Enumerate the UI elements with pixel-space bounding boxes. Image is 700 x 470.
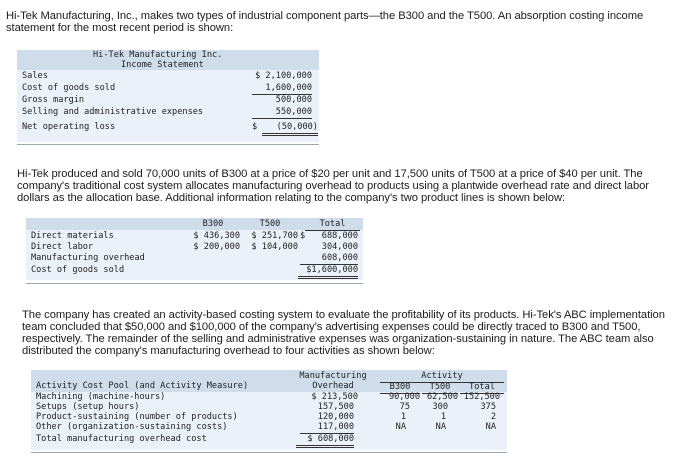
income-statement-title: Income Statement [121,60,204,70]
abc-t500-product-sustaining: 1 [440,412,446,422]
abc-mo-header-1: Manufacturing [299,371,367,381]
cost-b300-dm: $ 436,300 [193,231,240,241]
cost-table-bottom-rule [26,283,363,284]
cost-label-dm: Direct materials [31,231,114,241]
abc-t500-machining: 62,500 [426,392,458,402]
intro-paragraph [6,10,643,34]
abc-label-other: Other (organization-sustaining costs) [36,422,228,432]
abc-total-setups: 375 [480,402,496,412]
abc-t500-setups: 300 [432,402,448,412]
is-value-sga: 550,000 [252,107,312,119]
abc-header-total: Total [460,382,504,394]
abc-line-4: distributed the company's manufacturing overhead to four activities as shown below: [22,345,435,357]
cost-t500-dl: $ 104,000 [251,242,298,252]
abc-mo-product-sustaining: 120,000 [317,412,354,422]
income-statement-company: Hi-Tek Manufacturing Inc. [93,50,223,60]
abc-b300-other: NA [395,422,406,432]
production-line-1: Hi-Tek produced and sold 70,000 units of B300 at a price of $20 per unit and 17,500 units of T500 at a price of $40 per unit. The [17,168,643,180]
is-label-sga: Selling and administrative expenses [22,107,204,117]
cost-label-cogs: Cost of goods sold [31,265,125,275]
abc-col-header: Activity Cost Pool (and Activity Measure) [36,381,249,391]
abc-mo-setups: 157,500 [317,402,354,412]
abc-label-product-sustaining: Product-sustaining (number of products) [36,412,238,422]
abc-t500-other: NA [435,422,446,432]
abc-total-machining: 152,500 [463,392,500,402]
abc-b300-setups: 75 [399,402,410,412]
cost-header-total: Total [305,219,360,231]
is-label-cogs: Cost of goods sold [22,83,116,93]
is-value-net-loss: (50,000) [262,122,318,136]
is-label-net-loss: Net operating loss [22,122,116,132]
intro-line-2: statement for the most recent period is shown: [6,22,234,34]
cost-label-mo: Manufacturing overhead [31,253,145,263]
abc-mo-other: 117,000 [300,422,354,434]
production-paragraph [17,168,649,204]
abc-label-total: Total manufacturing overhead cost [36,434,207,444]
is-value-sales: $ 2,100,000 [255,71,312,81]
is-value-cogs: 1,600,000 [252,83,312,95]
is-label-sales: Sales [22,71,48,81]
production-line-2: company's traditional cost system allocates manufacturing overhead to products using a plantwide overhead rate and direct labor [17,180,649,192]
cost-total-cogs: $1,600,000 [298,265,358,279]
cost-total-dl: 304,000 [321,242,358,252]
cost-total-dm: 688,000 [321,231,358,241]
is-label-gross-margin: Gross margin [22,95,85,105]
abc-b300-product-sustaining: 1 [400,412,406,422]
abc-mo-machining: $ 213,500 [311,392,358,402]
cost-t500-dm: $ 251,700 [251,231,298,241]
abc-label-setups: Setups (setup hours) [36,402,140,412]
abc-line-3: respectively. The remainder of the selling and administrative expenses was organization-sustaining in nature. The ABC team also [22,333,654,345]
cost-b300-dl: $ 200,000 [193,242,240,252]
abc-total-product-sustaining: 2 [490,412,496,422]
abc-mo-header-2: Overhead [312,381,354,391]
cost-header-t500: T500 [259,219,281,229]
abc-paragraph [22,309,665,357]
cost-header-b300: B300 [202,219,224,229]
abc-total-other: NA [485,422,496,432]
abc-header-t500: T500 [422,382,458,394]
is-value-gross-margin: 500,000 [275,95,312,105]
abc-line-2: team concluded that $50,000 and $100,000 of the company's advertising expenses could be directly traced to B300 and T500, [22,321,641,333]
cost-label-dl: Direct labor [31,242,94,252]
intro-line-1: Hi-Tek Manufacturing, Inc., makes two types of industrial component parts—the B300 and the T500. An absorption costing income [6,10,644,22]
abc-line-1: The company has created an activity-based costing system to evaluate the profitability of its products. Hi-Tek's ABC implementation [22,309,665,321]
cost-cur-dm: $ [300,231,306,241]
income-statement-bottom-rule [17,144,319,145]
abc-label-machining: Machining (machine-hours) [36,392,166,402]
abc-table-bottom-rule [31,452,507,453]
abc-activity-header: Activity [380,371,504,383]
abc-b300-machining: 90,000 [388,392,420,402]
cost-total-mo: 608,000 [300,253,358,265]
abc-header-b300: B300 [380,382,420,394]
abc-mo-total: $ 608,000 [296,434,354,448]
is-currency-net-loss: $ [252,122,258,132]
production-line-3: dollars as the allocation base. Additional information relating to the company's two product lines is shown below: [17,192,566,204]
